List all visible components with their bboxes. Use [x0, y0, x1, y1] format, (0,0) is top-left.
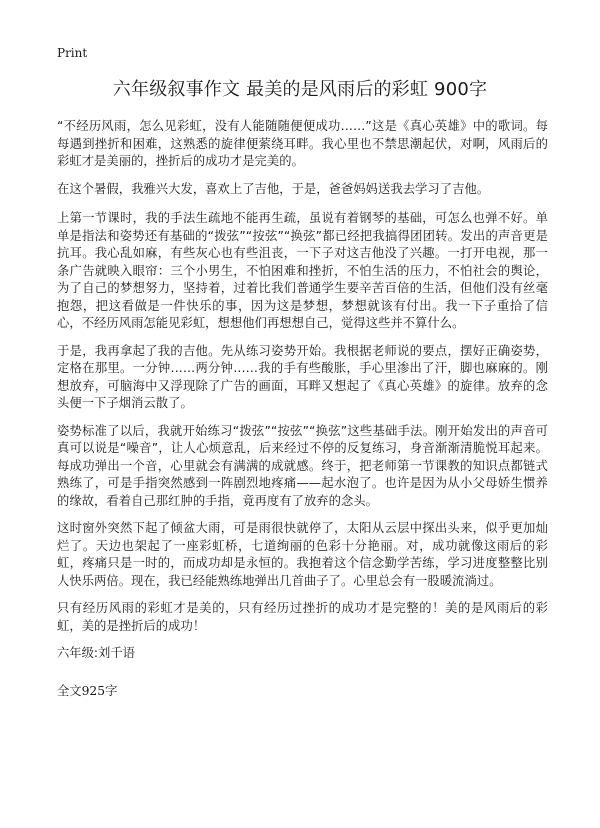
article-body — [57, 118, 548, 700]
print-link[interactable]: Print — [57, 46, 88, 60]
word-count: 全文925字 — [57, 683, 118, 698]
paragraph-1: “不经历风雨，怎么见彩虹，没有人能随随便便成功……”这是《真心英雄》中的歌词。每每遇到挫折和困难，这熟悉的旋律便萦绕耳畔。我心里也不禁思潮起伏，对啊，风雨后的彩虹才是美丽的，挫折后的成功才是完美的。 — [57, 119, 548, 168]
paragraph-3: 上第一节课时，我的手法生疏地不能再生疏，虽说有着钢琴的基础，可怎么也弹不好。单单是指法和姿势还有基础的“拨弦”“按弦”“换弦”都已经把我搞得团团转。发出的声音更是抗耳。我心乱如麻，有些灰心也有些沮丧，一下子对这吉他没了兴趣。一打开电视，那一条广告就映入眼帘：三个小男生，不怕困难和挫折，不怕生活的压力，不怕社会的舆论，为了自己的梦想努力，坚持着，过着比我们普通学生要辛苦百倍的生活，但他们没有丝毫抱怨，把这看做是一件快乐的事，因为这是梦想，梦想就该有付出。我一下子重拾了信心，不经历风雨怎能见彩虹，想想他们再想想自己，觉得这些并不算什么。 — [57, 211, 548, 330]
paragraph-2: 在这个暑假，我雅兴大发，喜欢上了吉他，于是，爸爸妈妈送我去学习了吉他。 — [57, 181, 490, 196]
author-line: 六年级:刘千语 — [57, 646, 135, 660]
paragraph-6: 这时窗外突然下起了倾盆大雨，可是雨很快就停了，太阳从云层中探出头来，似乎更加灿烂了。天边也架起了一座彩虹桥，七道绚丽的色彩十分艳丽。对，成功就像这雨后的彩虹，疼痛只是一时的，而成功却是永恒的。我抱着这个信念勤学苦练，学习进度整整比别人快乐两倍。现在，我已经能熟练地弹出几首曲子了。心里总会有一股暖流淌过。 — [57, 521, 548, 588]
paragraph-4: 于是，我再拿起了我的吉他。先从练习姿势开始。我根据老师说的要点，摆好正确姿势，定格在那里。一分钟……两分钟……我的手有些酸胀，手心里渗出了汗，脚也麻麻的。刚想放弃，可脑海中又浮现除了广告的画面，耳畔又想起了《真心英雄》的旋律。放弃的念头便一下子烟消云散了。 — [57, 343, 548, 410]
paragraph-7: 只有经历风雨的彩虹才是美的，只有经历过挫折的成功才是完整的！美的是风雨后的彩虹，美的是挫折后的成功！ — [57, 601, 548, 633]
article-title: 六年级叙事作文 最美的是风雨后的彩虹 900字 — [112, 79, 488, 100]
paragraph-5: 姿势标准了以后，我就开始练习“拨弦”“按弦”“换弦”这些基础手法。刚开始发出的声音可真可以说是“噪音”，让人心烦意乱，后来经过不停的反复练习，身音渐渐清脆悦耳起来。每成功弹出一个音，心里就会有满满的成就感。终于，把老师第一节课教的知识点都链式熟练了，可是手指突然感到一阵剧烈地疼痛——起水泡了。也许是因为从小父母娇生惯养的缘故，看着自己那红肿的手指，竟再度有了放弃的念头。 — [57, 423, 548, 508]
